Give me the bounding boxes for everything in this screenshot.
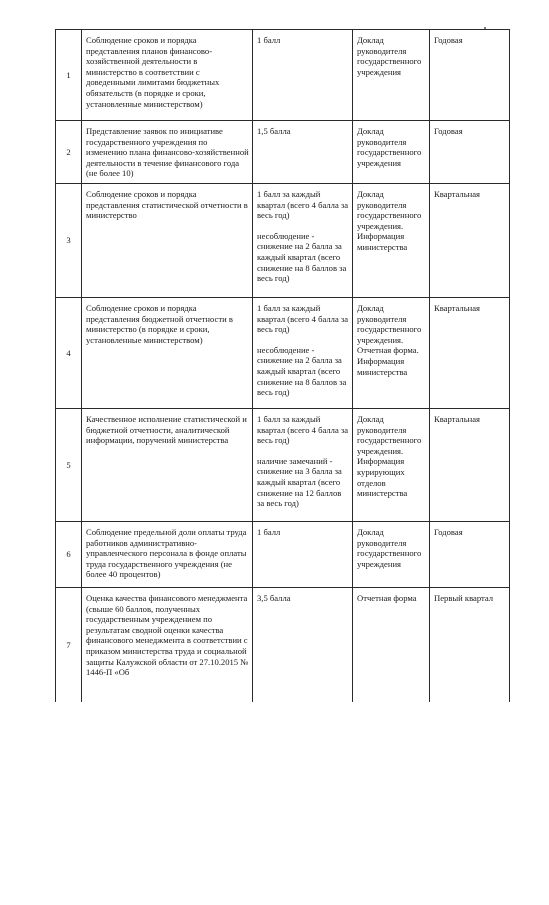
- row-number: 5: [56, 408, 82, 521]
- row-number: 7: [56, 587, 82, 702]
- criteria-document: [55, 29, 509, 702]
- source-cell: Доклад руководителя государственного учреждения. Отчетная форма. Информация министерства: [353, 297, 430, 408]
- score-text: 1 балл за каждый квартал (всего 4 балла за весь год): [257, 413, 349, 446]
- criterion-cell: Соблюдение сроков и порядка представления статистической отчетности в министерство: [82, 183, 253, 297]
- period-cell: Квартальная: [430, 408, 510, 521]
- source-cell: Доклад руководителя государственного учреждения: [353, 30, 430, 121]
- criteria-table: [55, 29, 510, 702]
- score-penalty-note: наличие замечаний - снижение на 3 балла за каждый квартал (всего снижение на 12 баллов за весь год): [257, 455, 342, 509]
- source-cell: Отчетная форма: [353, 587, 430, 702]
- row-number: 1: [56, 30, 82, 121]
- score-text: 1 балл: [257, 35, 281, 45]
- table-row: [56, 121, 510, 184]
- table-row: [56, 521, 510, 587]
- table-row: [56, 297, 510, 408]
- period-cell: Годовая: [430, 121, 510, 184]
- source-cell: Доклад руководителя государственного учреждения: [353, 521, 430, 587]
- criterion-cell: Соблюдение сроков и порядка представления бюджетной отчетности в министерство (в порядке и сроки, установленные министерством): [82, 297, 253, 408]
- score-text: 1 балл: [257, 526, 281, 537]
- score-cell: [253, 297, 353, 408]
- score-penalty-note: несоблюдение - снижение на 2 балла за каждый квартал (всего снижение на 8 баллов за весь год): [257, 230, 347, 284]
- source-cell: Доклад руководителя государственного учреждения: [353, 121, 430, 184]
- table-row: [56, 183, 510, 297]
- criterion-cell: Оценка качества финансового менеджмента (свыше 60 баллов, полученных государственным учреждением по результатам сводной оценки качества финансового менеджмента в соответствии с приказом министерства труда и социальной защиты Калужской области от 27.10.2015 № 1446-П «Об: [82, 587, 253, 702]
- criterion-cell: Представление заявок по инициативе государственного учреждения по изменению плана финансово-хозяйственной деятельности в течение финансового года (не более 10): [82, 121, 253, 184]
- table-row: [56, 587, 510, 702]
- score-text: 1 балл за каждый квартал (всего 4 балла за весь год): [257, 302, 349, 335]
- score-cell: [253, 587, 353, 702]
- score-cell: [253, 121, 353, 184]
- period-cell: Годовая: [430, 521, 510, 587]
- score-text: 1 балл за каждый квартал (всего 4 балла за весь год): [257, 188, 349, 221]
- row-number: 6: [56, 521, 82, 587]
- table-row: [56, 30, 510, 121]
- score-penalty-note: несоблюдение - снижение на 2 балла за каждый квартал (всего снижение на 8 баллов за весь год): [257, 344, 347, 398]
- table-row: [56, 408, 510, 521]
- period-cell: Первый квартал: [430, 587, 510, 702]
- score-text: 1,5 балла: [257, 126, 291, 136]
- score-text: 3,5 балла: [257, 592, 291, 603]
- criterion-cell: Качественное исполнение статистической и бюджетной отчетности, аналитической информации, поручений министерства: [82, 408, 253, 521]
- score-cell: [253, 408, 353, 521]
- score-cell: [253, 521, 353, 587]
- source-cell: Доклад руководителя государственного учреждения. Информация министерства: [353, 183, 430, 297]
- score-cell: [253, 183, 353, 297]
- row-number: 2: [56, 121, 82, 184]
- source-cell: Доклад руководителя государственного учреждения. Информация курирующих отделов министерства: [353, 408, 430, 521]
- row-number: 3: [56, 183, 82, 297]
- score-cell: [253, 30, 353, 121]
- period-cell: Квартальная: [430, 297, 510, 408]
- period-cell: Квартальная: [430, 183, 510, 297]
- criterion-cell: Соблюдение сроков и порядка представления планов финансово-хозяйственной деятельности в министерство в соответствии с доведенными лимитами бюджетных обязательств (в порядке и сроки, установленные министерством): [82, 30, 253, 121]
- criterion-cell: Соблюдение предельной доли оплаты труда работников административно-управленческого персонала в фонде оплаты труда государственного учреждения (не более 40 процентов): [82, 521, 253, 587]
- row-number: 4: [56, 297, 82, 408]
- period-cell: Годовая: [430, 30, 510, 121]
